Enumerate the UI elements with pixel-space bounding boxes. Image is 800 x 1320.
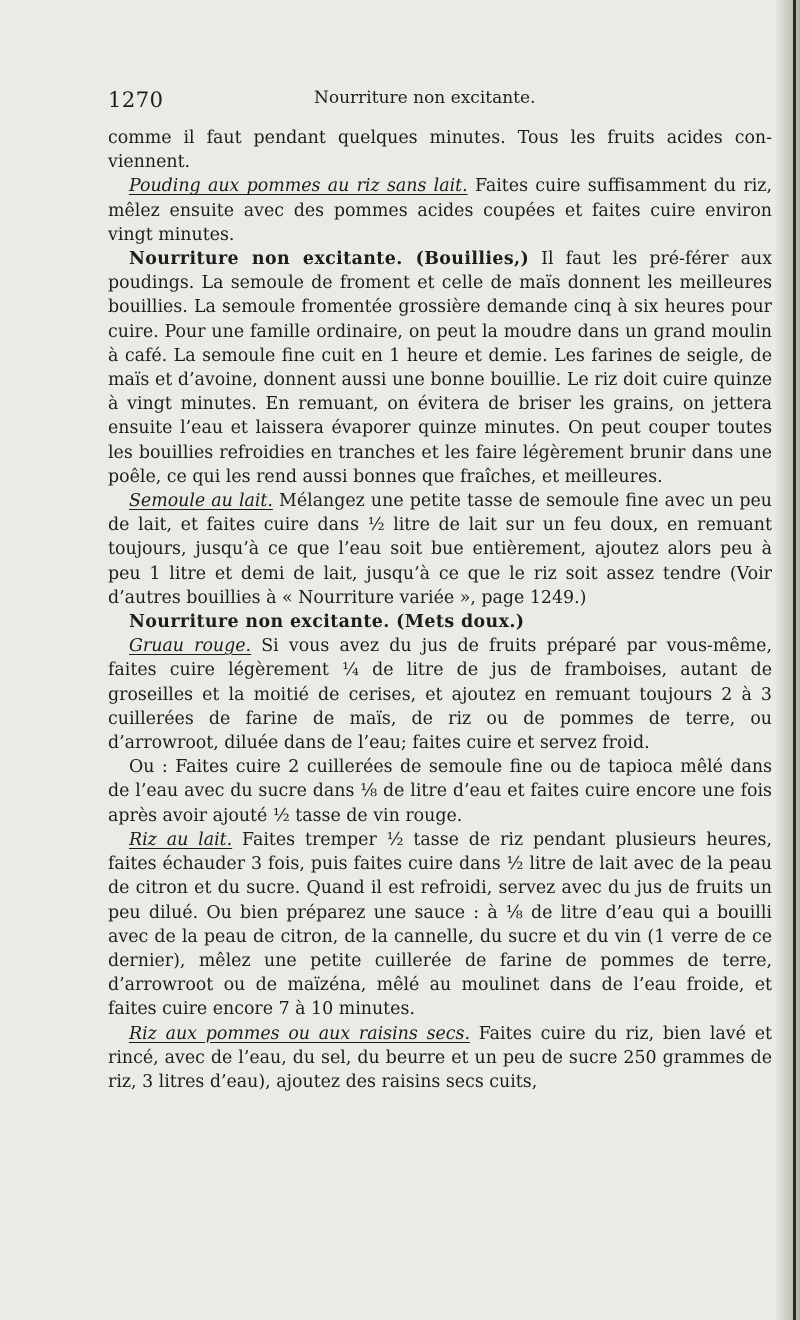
recipe-title: Gruau rouge. [129,636,252,657]
recipe-text: Faites cuire suffisamment du riz, mêlez ensuite avec des pommes acides coupées et faites cuire environ vingt minutes. [108,176,772,245]
recipe-text: Si vous avez du jus de fruits préparé par vous-même, faites cuire légèrement ¼ de litre de jus de framboises, autant de groseilles et la moitié de cerises, et ajoutez en remuant toujours 2 à 3 cuillerées de farine de maïs, de riz ou de pommes de terre, ou d’arrowroot, diluée dans de l’eau; faites cuire et servez froid. [108,636,772,754]
recipe-gruau-rouge [108,634,772,755]
running-head: Nourriture non excitante. [314,88,536,108]
section-text: Il faut les pré-férer aux poudings. La semoule de froment et celle de maïs donnent les meilleures bouillies. La semoule fromentée grossière demande cinq à six heures pour cuire. Pour une famille ordinaire, on peut la moudre dans un grand moulin à café. La semoule fine cuit en 1 heure et demie. Les farines de seigle, de maïs et d’avoine, donnent aussi une bonne bouillie. Le riz doit cuire quinze à vingt minutes. En remuant, on évitera de briser les grains, on jettera ensuite l’eau et laissera évaporer quinze minutes. On peut couper toutes les bouillies refroidies en tranches et les faire légèrement brunir dans une poêle, ce qui les rend aussi bonnes que fraîches, et meilleures. [108,249,772,487]
recipe-text: Ou : Faites cuire 2 cuillerées de semoule fine ou de tapioca mêlé dans de l’eau avec du sucre dans ⅛ de litre d’eau et faites cuire encore une fois après avoir ajouté ½ tasse de vin rouge. [108,757,772,826]
section-heading: Nourriture non excitante. (Bouillies,) [129,249,530,270]
recipe-title: Pouding aux pommes au riz sans lait. [129,176,468,197]
section-heading: Nourriture non excitante. (Mets doux.) [129,612,525,633]
paragraph-continuation [108,126,772,174]
page-edge-shadow [774,0,800,1320]
page-body [108,126,772,1094]
recipe-title: Semoule au lait. [129,491,273,512]
section-mets-doux [108,610,772,634]
recipe-text: Faites tremper ½ tasse de riz pendant plusieurs heures, faites échauder 3 fois, puis faites cuire dans ½ litre de lait avec de la peau de citron et du sucre. Quand il est refroidi, servez avec du jus de fruits un peu dilué. Ou bien préparez une sauce : à ⅛ de litre d’eau qui a bouilli avec de la peau de citron, de la cannelle, du sucre et du vin (1 verre de ce dernier), mêlez une petite cuillerée de farine de pommes de terre, d’arrowroot ou de maïzéna, mêlé au moulinet dans de l’eau froide, et faites cuire encore 7 à 10 minutes. [108,829,772,1020]
page-header [108,86,768,116]
paragraph-text: comme il faut pendant quelques minutes. Tous les fruits acides con-viennent. [108,128,772,173]
recipe-text: Faites cuire du riz, bien lavé et rincé, avec de l’eau, du sel, du beurre et un peu de sucre 250 grammes de riz, 3 litres d’eau), ajoutez des raisins secs cuits, [108,1023,772,1092]
recipe-title: Riz aux pommes ou aux raisins secs. [129,1023,470,1044]
page-edge-line [793,0,796,1320]
recipe-riz-pommes-raisins [108,1022,772,1095]
recipe-semoule-au-lait [108,489,772,610]
page-number: 1270 [108,88,164,112]
section-bouillies [108,247,772,489]
recipe-gruau-variant [108,755,772,828]
recipe-riz-au-lait [108,828,772,1022]
recipe-text: Mélangez une petite tasse de semoule fine avec un peu de lait, et faites cuire dans ½ litre de lait sur un feu doux, en remuant toujours, jusqu’à ce que l’eau soit bue entièrement, ajoutez alors peu à peu 1 litre et demi de lait, jusqu’à ce que le riz soit assez tendre (Voir d’autres bouillies à « Nourriture variée », page 1249.) [108,491,772,608]
recipe-title: Riz au lait. [129,829,233,850]
recipe-pouding-pommes-riz [108,174,772,247]
